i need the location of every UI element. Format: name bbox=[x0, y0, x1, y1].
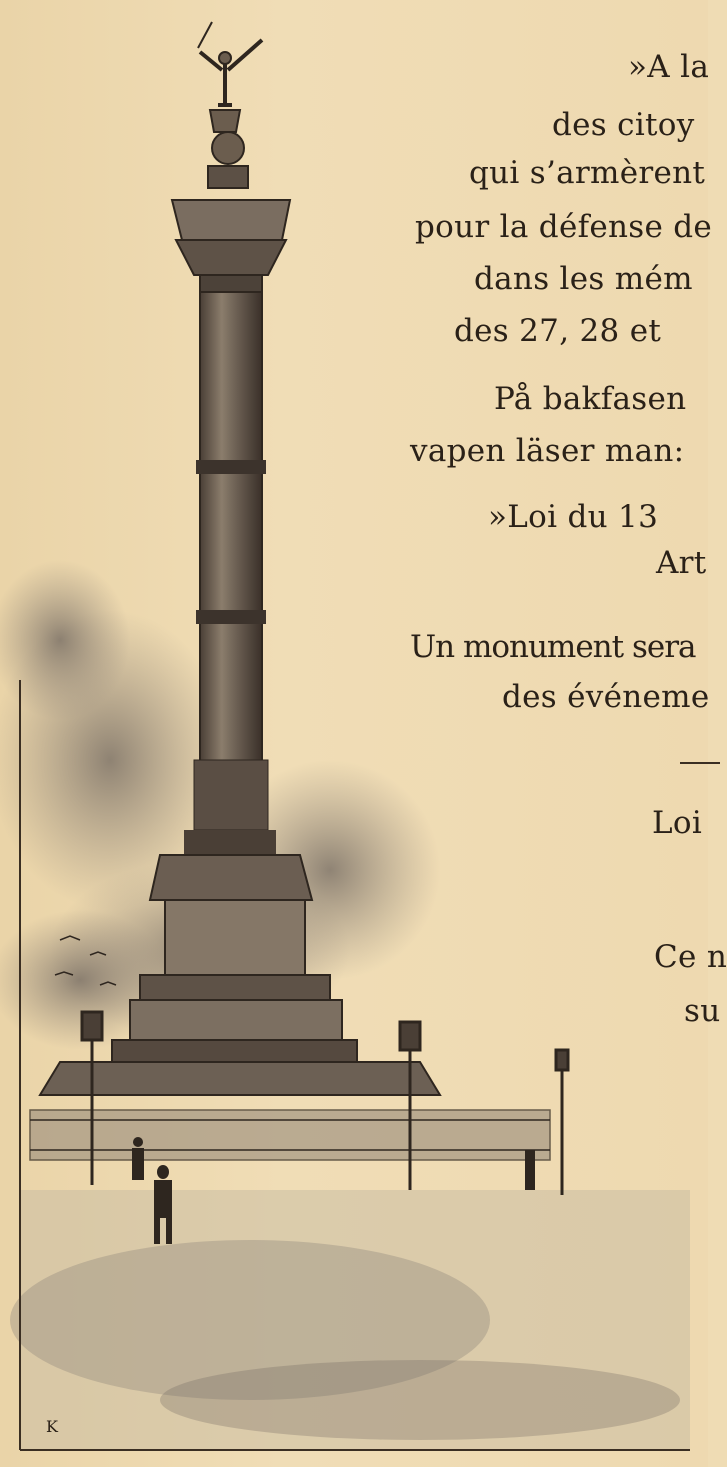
text-line-3: qui s’armèrent bbox=[469, 155, 706, 191]
text-line-7: På bakfasen bbox=[494, 381, 687, 417]
column-shaft bbox=[184, 292, 276, 854]
text-line-13: Loi bbox=[652, 805, 703, 841]
text-line-4: pour la défense de bbox=[415, 209, 713, 245]
text-line-15: su bbox=[684, 993, 721, 1029]
text-line-5: dans les mém bbox=[474, 261, 693, 297]
text-line-6: des 27, 28 et bbox=[454, 313, 662, 349]
text-line-2: des citoy bbox=[552, 107, 695, 143]
genius-of-liberty-statue bbox=[198, 22, 262, 164]
iron-railing bbox=[30, 1110, 550, 1160]
text-line-1: »A la bbox=[628, 49, 710, 85]
text-line-9: »Loi du 13 bbox=[488, 499, 659, 535]
artist-monogram: K bbox=[46, 1417, 58, 1436]
text-line-10: Art bbox=[656, 545, 707, 581]
column-capital bbox=[172, 166, 290, 293]
section-rule bbox=[680, 762, 720, 764]
ground-wash bbox=[10, 1190, 690, 1450]
text-line-8: vapen läser man: bbox=[410, 433, 685, 469]
text-line-11: Un monument sera bbox=[410, 629, 696, 665]
text-line-12: des événeme bbox=[502, 679, 710, 715]
text-line-14: Ce n bbox=[654, 939, 727, 975]
